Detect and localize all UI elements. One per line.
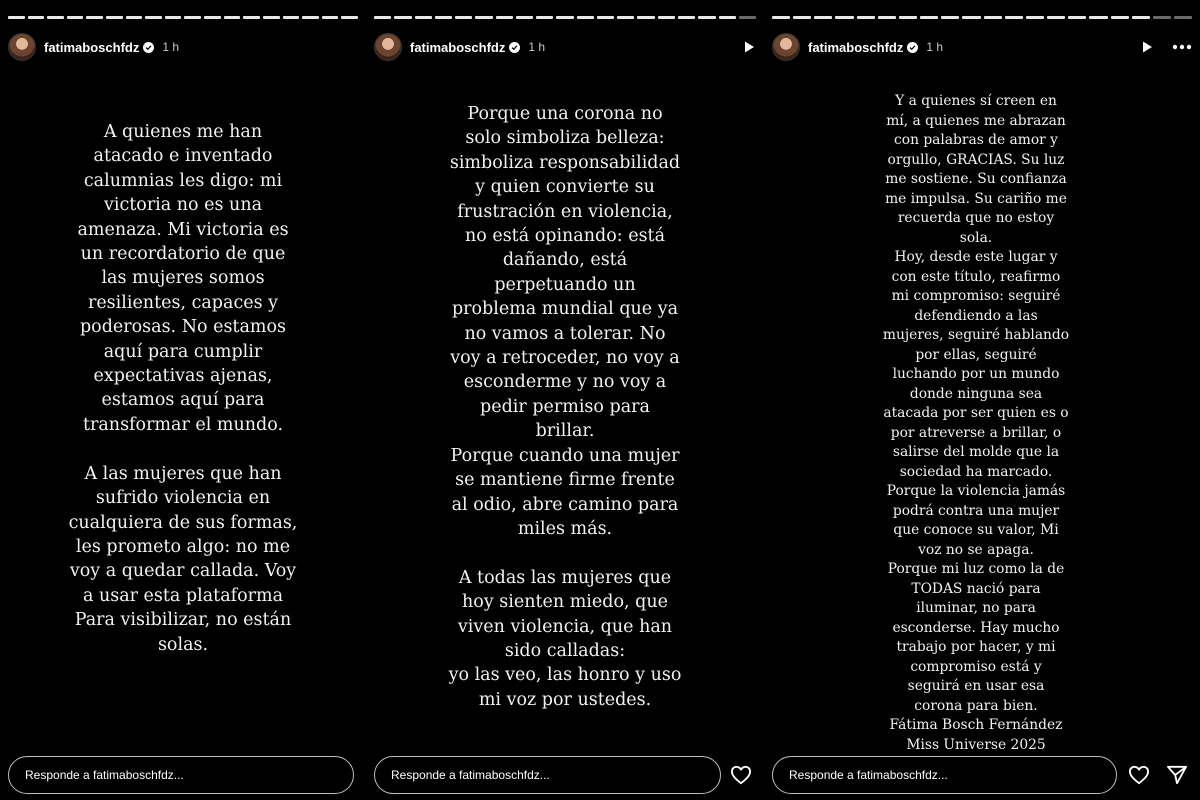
heart-icon[interactable] bbox=[730, 765, 752, 785]
progress-segment bbox=[1005, 16, 1023, 19]
progress-segment bbox=[415, 16, 432, 19]
story-footer bbox=[374, 756, 756, 794]
story-header bbox=[374, 30, 756, 64]
story-panel-1[interactable] bbox=[0, 0, 366, 800]
progress-segment bbox=[204, 16, 221, 19]
progress-segment bbox=[678, 16, 695, 19]
progress-segment bbox=[984, 16, 1002, 19]
progress-segment bbox=[341, 16, 358, 19]
progress-segment bbox=[739, 16, 756, 19]
progress-segment bbox=[658, 16, 675, 19]
progress-segment bbox=[28, 16, 45, 19]
progress-segment bbox=[814, 16, 832, 19]
progress-segment bbox=[1026, 16, 1044, 19]
progress-segment bbox=[941, 16, 959, 19]
progress-segment bbox=[67, 16, 84, 19]
progress-segment bbox=[374, 16, 391, 19]
progress-segment bbox=[1089, 16, 1107, 19]
progress-segment bbox=[8, 16, 25, 19]
progress-segment bbox=[224, 16, 241, 19]
progress-segment bbox=[394, 16, 411, 19]
reply-input[interactable] bbox=[8, 756, 354, 794]
progress-segment bbox=[516, 16, 533, 19]
verified-badge-icon bbox=[907, 42, 918, 53]
progress-segment bbox=[698, 16, 715, 19]
progress-segment bbox=[86, 16, 103, 19]
progress-segment bbox=[857, 16, 875, 19]
reply-input[interactable] bbox=[374, 756, 721, 794]
verified-badge-icon bbox=[143, 42, 154, 53]
story-progress-bar bbox=[374, 16, 756, 19]
progress-segment bbox=[617, 16, 634, 19]
post-time: 1 h bbox=[528, 40, 546, 54]
progress-segment bbox=[1174, 16, 1192, 19]
story-text: Porque una corona no solo simboliza belleza: simboliza responsabilidad y quien convierte su frustración en violencia, no está opinando: está dañando, está perpetuando un problema mundial que ya no vamos a tolerar. No voy a retroceder, no voy a esconderme y no voy a pedir permiso para brillar. Porque cuando una mujer se mantiene firme frente al odio, abre camino para miles más. A todas las mujeres que hoy sienten miedo, que viven violencia, que han sido calladas: yo las veo, las honro y uso mi voz por ustedes. bbox=[448, 104, 682, 710]
progress-segment bbox=[577, 16, 594, 19]
avatar[interactable] bbox=[8, 33, 36, 61]
share-icon[interactable] bbox=[1166, 765, 1188, 785]
progress-segment bbox=[455, 16, 472, 19]
progress-segment bbox=[835, 16, 853, 19]
username[interactable]: fatimaboschfdz bbox=[44, 39, 140, 55]
username[interactable]: fatimaboschfdz bbox=[410, 39, 506, 55]
verified-badge-icon bbox=[509, 42, 520, 53]
play-icon[interactable] bbox=[1140, 40, 1154, 54]
story-panel-2[interactable] bbox=[366, 0, 764, 800]
story-footer bbox=[772, 756, 1192, 794]
story-text: Y a quienes sí creen en mí, a quienes me abrazan con palabras de amor y orgullo, GRACIAS. Su luz me sostiene. Su confianza me impulsa. Su cariño me recuerda que no estoy sola. Hoy, desde este lugar y con este título, reafirmo mi compromiso: seguiré defendiendo a las mujeres, seguiré hablando por ellas, seguiré luchando por un mundo donde ninguna sea atacada por ser quien es o por atreverse a brillar, o salirse del molde que la sociedad ha marcado. Porque la violencia jamás podrá contra una mujer que conoce su valor, Mi voz no se apaga. Porque mi luz como la de TODAS nació para iluminar, no para esconderse. Hay mucho trabajo por hacer, y mi compromiso está y seguirá en usar esa corona para bien. Fátima Bosch Fernández Miss Universe 2025 bbox=[882, 93, 1070, 753]
progress-segment bbox=[920, 16, 938, 19]
avatar[interactable] bbox=[772, 33, 800, 61]
progress-segment bbox=[772, 16, 790, 19]
post-time: 1 h bbox=[926, 40, 944, 54]
progress-segment bbox=[536, 16, 553, 19]
progress-segment bbox=[1153, 16, 1171, 19]
progress-segment bbox=[597, 16, 614, 19]
more-icon[interactable] bbox=[1172, 44, 1192, 50]
progress-segment bbox=[719, 16, 736, 19]
progress-segment bbox=[263, 16, 280, 19]
play-icon[interactable] bbox=[742, 40, 756, 54]
progress-segment bbox=[302, 16, 319, 19]
progress-segment bbox=[793, 16, 811, 19]
progress-segment bbox=[878, 16, 896, 19]
reply-input[interactable] bbox=[772, 756, 1117, 794]
story-header bbox=[8, 30, 358, 64]
progress-segment bbox=[899, 16, 917, 19]
story-text: A quienes me han atacado e inventado calumnias les digo: mi victoria no es una amenaza. Mi victoria es un recordatorio de que las mujeres somos resilientes, capaces y poderosas. No estamos aquí para cumplir expectativas ajenas, estamos aquí para transformar el mundo. A las mujeres que han sufrido violencia en cualquiera de sus formas, les prometo algo: no me voy a quedar callada. Voy a usar esta plataforma Para visibilizar, no están solas. bbox=[68, 122, 298, 655]
progress-segment bbox=[184, 16, 201, 19]
progress-segment bbox=[435, 16, 452, 19]
progress-segment bbox=[106, 16, 123, 19]
story-progress-bar bbox=[772, 16, 1192, 19]
progress-segment bbox=[165, 16, 182, 19]
progress-segment bbox=[1111, 16, 1129, 19]
progress-segment bbox=[322, 16, 339, 19]
story-progress-bar bbox=[8, 16, 358, 19]
progress-segment bbox=[475, 16, 492, 19]
progress-segment bbox=[1068, 16, 1086, 19]
progress-segment bbox=[962, 16, 980, 19]
progress-segment bbox=[496, 16, 513, 19]
username[interactable]: fatimaboschfdz bbox=[808, 39, 904, 55]
story-panel-3[interactable] bbox=[764, 0, 1200, 800]
progress-segment bbox=[47, 16, 64, 19]
story-footer bbox=[8, 756, 358, 794]
progress-segment bbox=[1047, 16, 1065, 19]
progress-segment bbox=[283, 16, 300, 19]
heart-icon[interactable] bbox=[1128, 765, 1150, 785]
progress-segment bbox=[145, 16, 162, 19]
progress-segment bbox=[243, 16, 260, 19]
progress-segment bbox=[126, 16, 143, 19]
avatar[interactable] bbox=[374, 33, 402, 61]
progress-segment bbox=[556, 16, 573, 19]
progress-segment bbox=[637, 16, 654, 19]
post-time: 1 h bbox=[162, 40, 180, 54]
story-header bbox=[772, 30, 1192, 64]
progress-segment bbox=[1132, 16, 1150, 19]
